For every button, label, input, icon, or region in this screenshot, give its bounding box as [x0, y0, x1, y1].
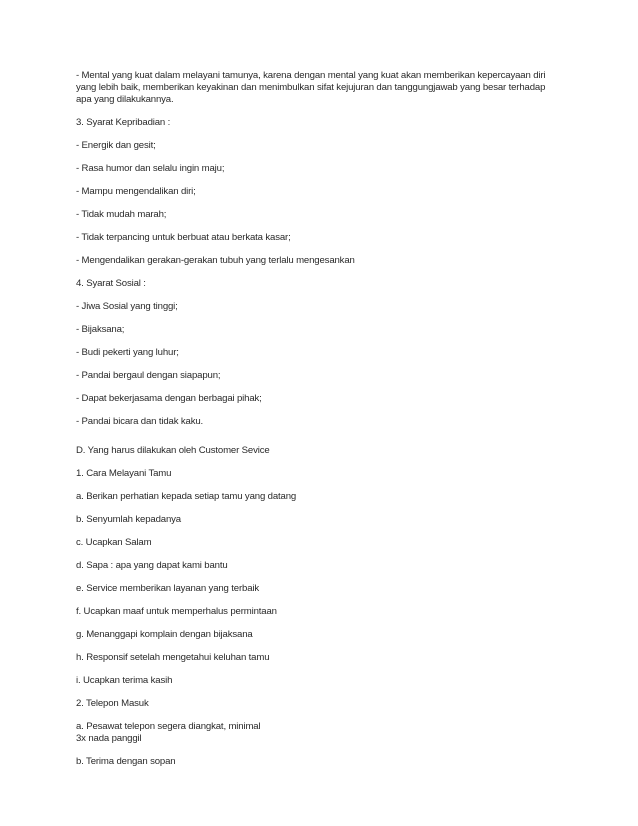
list-item: - Mampu mengendalikan diri;: [76, 186, 196, 197]
cara-melayani-tamu-heading: 1. Cara Melayani Tamu: [76, 468, 172, 479]
list-item: i. Ucapkan terima kasih: [76, 675, 173, 686]
list-item: - Jiwa Sosial yang tinggi;: [76, 301, 178, 312]
kepribadian-heading: 3. Syarat Kepribadian :: [76, 117, 171, 128]
document-page: [76, 70, 566, 768]
list-item: h. Responsif setelah mengetahui keluhan tamu: [76, 652, 270, 663]
telepon-item-a-line-1: a. Pesawat telepon segera diangkat, minimal: [76, 721, 261, 732]
list-item: b. Terima dengan sopan: [76, 756, 176, 767]
list-item: c. Ucapkan Salam: [76, 537, 152, 548]
list-item: f. Ucapkan maaf untuk memperhalus permintaan: [76, 606, 277, 617]
list-item: g. Menanggapi komplain dengan bijaksana: [76, 629, 253, 640]
list-item: - Rasa humor dan selalu ingin maju;: [76, 163, 225, 174]
list-item: - Pandai bergaul dengan siapapun;: [76, 370, 221, 381]
list-item: e. Service memberikan layanan yang terbaik: [76, 583, 260, 594]
list-item: - Dapat bekerjasama dengan berbagai pihak;: [76, 393, 262, 404]
list-item: - Bijaksana;: [76, 324, 125, 335]
telepon-masuk-heading: 2. Telepon Masuk: [76, 698, 149, 709]
intro-paragraph-line-3: apa yang dilakukannya.: [76, 94, 174, 105]
list-item: - Budi pekerti yang luhur;: [76, 347, 179, 358]
list-item: - Tidak terpancing untuk berbuat atau berkata kasar;: [76, 232, 291, 243]
list-item: - Pandai bicara dan tidak kaku.: [76, 416, 204, 427]
list-item: a. Berikan perhatian kepada setiap tamu yang datang: [76, 491, 297, 502]
list-item: d. Sapa : apa yang dapat kami bantu: [76, 560, 228, 571]
intro-paragraph-line-2: yang lebih baik, memberikan keyakinan dan menimbulkan sifat kejujuran dan tanggungjawab yang besar terhadap: [76, 82, 546, 93]
list-item: - Mengendalikan gerakan-gerakan tubuh yang terlalu mengesankan: [76, 255, 355, 266]
section-d-heading: D. Yang harus dilakukan oleh Customer Sevice: [76, 445, 270, 456]
list-item: b. Senyumlah kepadanya: [76, 514, 181, 525]
list-item: - Energik dan gesit;: [76, 140, 156, 151]
list-item: - Tidak mudah marah;: [76, 209, 167, 220]
sosial-heading: 4. Syarat Sosial :: [76, 278, 146, 289]
intro-paragraph-line-1: - Mental yang kuat dalam melayani tamunya, karena dengan mental yang kuat akan memberikan kepercayaan diri: [76, 70, 546, 81]
telepon-item-a-line-2: 3x nada panggil: [76, 733, 142, 744]
